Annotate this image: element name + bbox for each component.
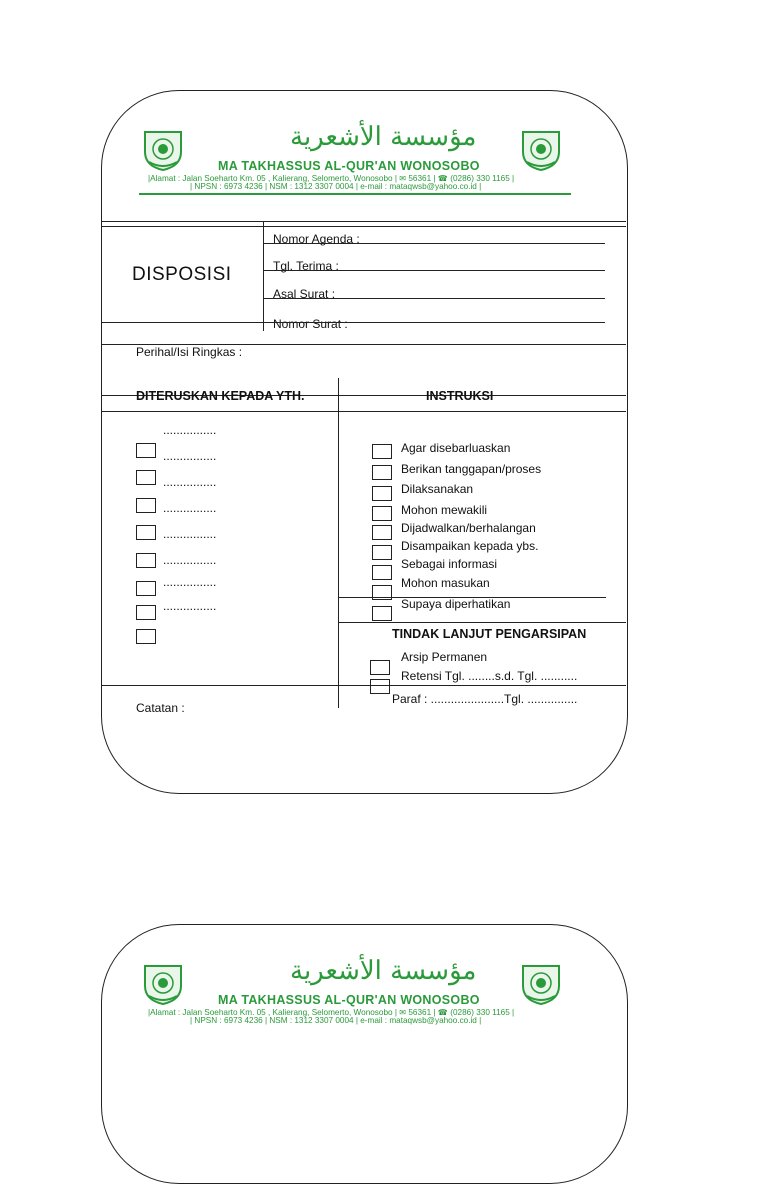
field-tgl-terima-line[interactable] bbox=[263, 270, 605, 271]
address-line-2: | NPSN : 6973 4236 | NSM : 1312 3307 0004 | e-mail : mataqwsb@yahoo.co.id | bbox=[190, 182, 482, 191]
recipient-checkbox[interactable] bbox=[136, 629, 156, 644]
paraf-label: Paraf : ......................Tgl. ............... bbox=[392, 692, 578, 706]
recipient-checkbox[interactable] bbox=[136, 443, 156, 458]
instruction-label: Berikan tanggapan/proses bbox=[401, 462, 542, 476]
divider bbox=[338, 622, 626, 623]
field-asal-surat-line[interactable] bbox=[263, 298, 605, 299]
archive-checkbox[interactable] bbox=[370, 679, 390, 694]
recipient-line: ................ bbox=[163, 501, 217, 515]
field-nomor-surat-label: Nomor Surat : bbox=[273, 317, 348, 331]
school-name: MA TAKHASSUS AL-QUR'AN WONOSOBO bbox=[218, 159, 480, 173]
instruction-label: Mohon masukan bbox=[401, 576, 490, 590]
address-line-1: |Alamat : Jalan Soeharto Km. 05 , Kalierang, Selomerto, Wonosobo | ✉ 56361 | ☎ (0286) 330 1165 | bbox=[148, 174, 515, 183]
instructions-header: INSTRUKSI bbox=[426, 389, 494, 403]
recipient-line: ................ bbox=[163, 449, 217, 463]
instruction-checkbox[interactable] bbox=[372, 565, 392, 580]
instruction-label: Sebagai informasi bbox=[401, 557, 498, 571]
field-tgl-terima-label: Tgl. Terima : bbox=[273, 259, 339, 273]
instruction-label: Agar disebarluaskan bbox=[401, 441, 511, 455]
school-crest-icon bbox=[141, 126, 185, 172]
recipient-checkbox[interactable] bbox=[136, 605, 156, 620]
recipient-line: ................ bbox=[163, 599, 217, 613]
archive-label: Retensi Tgl. ........s.d. Tgl. ........... bbox=[401, 669, 578, 683]
divider bbox=[102, 226, 626, 227]
field-nomor-surat-line[interactable] bbox=[263, 322, 605, 323]
archive-label: Arsip Permanen bbox=[401, 650, 488, 664]
recipient-checkbox[interactable] bbox=[136, 581, 156, 596]
school-crest-icon bbox=[519, 126, 563, 172]
school-name: MA TAKHASSUS AL-QUR'AN WONOSOBO bbox=[218, 993, 480, 1007]
arabic-foundation-name: مؤسسة الأشعرية bbox=[290, 956, 477, 986]
instruction-checkbox[interactable] bbox=[372, 506, 392, 521]
recipients-header: DITERUSKAN KEPADA YTH. bbox=[136, 389, 305, 403]
field-asal-surat-label: Asal Surat : bbox=[273, 287, 336, 301]
instruction-label: Supaya diperhatikan bbox=[401, 597, 511, 611]
divider bbox=[263, 221, 264, 331]
recipient-line: ................ bbox=[163, 475, 217, 489]
recipient-checkbox[interactable] bbox=[136, 525, 156, 540]
instruction-checkbox[interactable] bbox=[372, 465, 392, 480]
address-line-1: |Alamat : Jalan Soeharto Km. 05 , Kalierang, Selomerto, Wonosobo | ✉ 56361 | ☎ (0286) 330 1165 | bbox=[148, 1008, 515, 1017]
instruction-checkbox[interactable] bbox=[372, 545, 392, 560]
instruction-checkbox[interactable] bbox=[372, 606, 392, 621]
recipient-line: ................ bbox=[163, 575, 217, 589]
divider bbox=[102, 322, 263, 323]
recipient-line: ................ bbox=[163, 527, 217, 541]
instruction-label: Dijadwalkan/berhalangan bbox=[401, 521, 536, 535]
divider bbox=[102, 685, 626, 686]
recipient-checkbox[interactable] bbox=[136, 553, 156, 568]
instruction-label: Mohon mewakili bbox=[401, 503, 488, 517]
divider bbox=[102, 411, 626, 412]
recipient-line: ................ bbox=[163, 423, 217, 437]
archive-header: TINDAK LANJUT PENGARSIPAN bbox=[392, 627, 587, 641]
field-nomor-agenda-line[interactable] bbox=[263, 243, 605, 244]
instruction-checkbox[interactable] bbox=[372, 525, 392, 540]
perihal-label: Perihal/Isi Ringkas : bbox=[136, 345, 243, 359]
form-title: DISPOSISI bbox=[132, 264, 232, 285]
recipient-checkbox[interactable] bbox=[136, 498, 156, 513]
address-line-2: | NPSN : 6973 4236 | NSM : 1312 3307 0004 | e-mail : mataqwsb@yahoo.co.id | bbox=[190, 1016, 482, 1025]
archive-checkbox[interactable] bbox=[370, 660, 390, 675]
recipient-line: ................ bbox=[163, 553, 217, 567]
arabic-foundation-name: مؤسسة الأشعرية bbox=[290, 122, 477, 152]
instruction-checkbox[interactable] bbox=[372, 486, 392, 501]
school-crest-icon bbox=[141, 960, 185, 1006]
instruction-checkbox[interactable] bbox=[372, 444, 392, 459]
letterhead-rule bbox=[139, 193, 571, 195]
divider bbox=[102, 221, 626, 222]
disposition-form-card bbox=[101, 90, 628, 794]
column-divider bbox=[338, 378, 339, 708]
instruction-label: Dilaksanakan bbox=[401, 482, 474, 496]
field-nomor-agenda-label: Nomor Agenda : bbox=[273, 232, 360, 246]
school-crest-icon bbox=[519, 960, 563, 1006]
catatan-label: Catatan : bbox=[136, 701, 185, 715]
instruction-label: Disampaikan kepada ybs. bbox=[401, 539, 539, 553]
recipient-checkbox[interactable] bbox=[136, 470, 156, 485]
